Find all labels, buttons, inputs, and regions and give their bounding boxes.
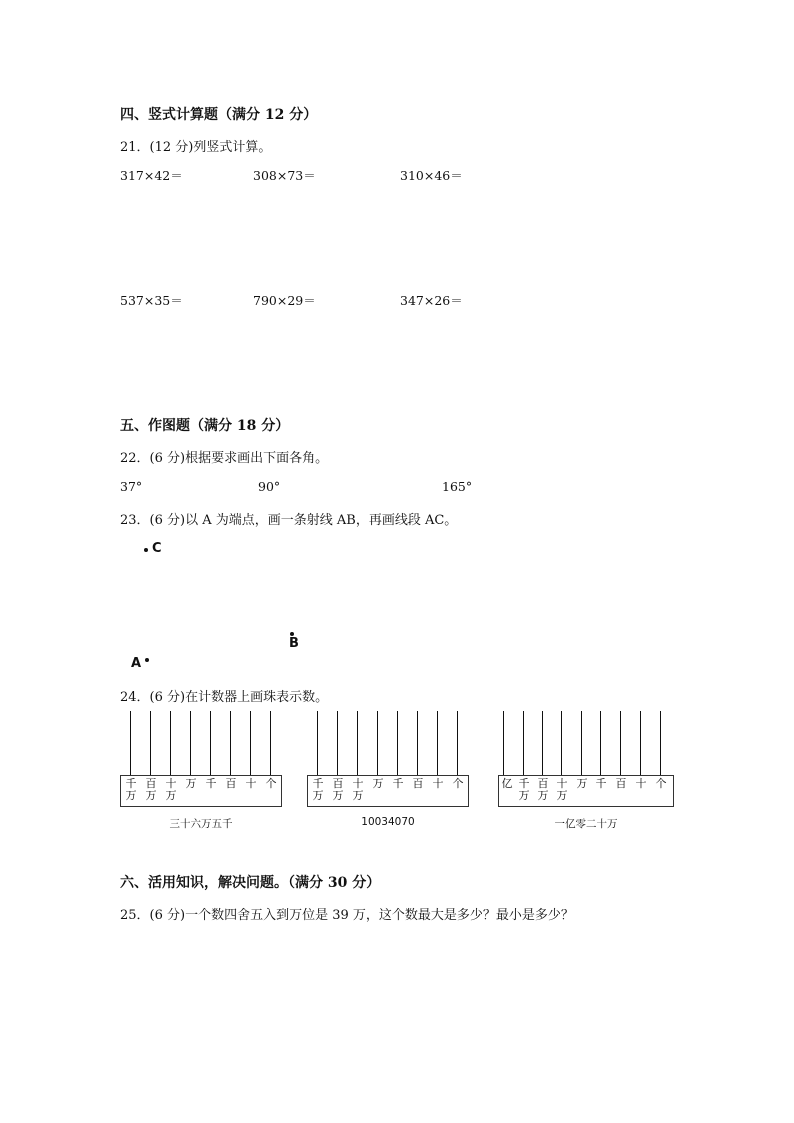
place-label: 十万 bbox=[556, 777, 568, 802]
place-label: 十 bbox=[635, 777, 647, 790]
abacus-rod bbox=[660, 711, 661, 775]
abacus-rod bbox=[561, 711, 562, 775]
place-label: 千 bbox=[595, 777, 607, 790]
abacus-1 bbox=[120, 711, 282, 807]
abacus-rod bbox=[581, 711, 582, 775]
place-label: 亿 bbox=[501, 777, 513, 790]
place-label: 个 bbox=[655, 777, 667, 790]
question-25: 25．(6 分)一个数四舍五入到万位是 39 万，这个数最大是多少？最小是多少？ bbox=[120, 908, 574, 923]
calc-problem: 790×29＝ bbox=[253, 293, 316, 308]
place-label: 百万 bbox=[145, 777, 157, 802]
abacus-base bbox=[307, 775, 469, 807]
abacus-caption: 三十六万五千 bbox=[169, 818, 233, 830]
abacus-rod bbox=[542, 711, 543, 775]
question-21: 21．(12 分)列竖式计算。 bbox=[120, 140, 272, 155]
abacus-rod bbox=[640, 711, 641, 775]
abacus-rod bbox=[230, 711, 231, 775]
point-b-label: B bbox=[289, 636, 299, 651]
calc-problem: 310×46＝ bbox=[400, 168, 463, 183]
point-a-dot bbox=[145, 658, 149, 662]
place-label: 十万 bbox=[165, 777, 177, 802]
angle-label: 165° bbox=[442, 479, 473, 494]
place-label: 百 bbox=[412, 777, 424, 790]
section-6-heading: 六、活用知识，解决问题。（满分 30 分） bbox=[120, 875, 381, 891]
place-label: 百 bbox=[615, 777, 627, 790]
place-label: 万 bbox=[372, 777, 384, 790]
place-label: 千万 bbox=[518, 777, 530, 802]
place-label: 万 bbox=[185, 777, 197, 790]
section-4-heading: 四、竖式计算题（满分 12 分） bbox=[120, 107, 318, 123]
point-c-dot bbox=[144, 548, 148, 552]
question-23: 23．(6 分)以 A 为端点，画一条射线 AB，再画线段 AC。 bbox=[120, 513, 458, 528]
abacus-rod bbox=[503, 711, 504, 775]
abacus-rod bbox=[357, 711, 358, 775]
question-24: 24．(6 分)在计数器上画珠表示数。 bbox=[120, 690, 329, 705]
angle-label: 90° bbox=[258, 479, 281, 494]
abacus-3 bbox=[498, 711, 674, 807]
calc-problem: 347×26＝ bbox=[400, 293, 463, 308]
abacus-rod bbox=[377, 711, 378, 775]
calc-problem: 537×35＝ bbox=[120, 293, 183, 308]
place-label: 千 bbox=[205, 777, 217, 790]
abacus-rod bbox=[170, 711, 171, 775]
calc-problem: 317×42＝ bbox=[120, 168, 183, 183]
abacus-rod bbox=[250, 711, 251, 775]
abacus-rod bbox=[523, 711, 524, 775]
abacus-rod bbox=[150, 711, 151, 775]
abacus-rod bbox=[457, 711, 458, 775]
place-label: 百万 bbox=[537, 777, 549, 802]
angle-label: 37° bbox=[120, 479, 143, 494]
abacus-rod bbox=[337, 711, 338, 775]
abacus-2 bbox=[307, 711, 469, 807]
question-22: 22．(6 分)根据要求画出下面各角。 bbox=[120, 451, 329, 466]
abacus-base bbox=[120, 775, 282, 807]
abacus-caption: 10034070 bbox=[361, 816, 415, 828]
place-label: 千 bbox=[392, 777, 404, 790]
place-label: 万 bbox=[576, 777, 588, 790]
place-label: 百 bbox=[225, 777, 237, 790]
abacus-rod bbox=[600, 711, 601, 775]
place-label: 个 bbox=[452, 777, 464, 790]
abacus-rod bbox=[317, 711, 318, 775]
abacus-rod bbox=[437, 711, 438, 775]
abacus-caption: 一亿零二十万 bbox=[554, 818, 618, 830]
place-label: 百万 bbox=[332, 777, 344, 802]
point-a-label: A bbox=[131, 656, 142, 671]
place-label: 个 bbox=[265, 777, 277, 790]
place-label: 千万 bbox=[312, 777, 324, 802]
abacus-rod bbox=[397, 711, 398, 775]
abacus-rod bbox=[620, 711, 621, 775]
place-label: 十 bbox=[245, 777, 257, 790]
abacus-rod bbox=[210, 711, 211, 775]
point-c-label: C bbox=[152, 541, 162, 556]
place-label: 千万 bbox=[125, 777, 137, 802]
place-label: 十万 bbox=[352, 777, 364, 802]
section-5-heading: 五、作图题（满分 18 分） bbox=[120, 418, 290, 434]
abacus-rod bbox=[270, 711, 271, 775]
abacus-base bbox=[498, 775, 674, 807]
abacus-rod bbox=[130, 711, 131, 775]
place-label: 十 bbox=[432, 777, 444, 790]
abacus-rod bbox=[190, 711, 191, 775]
abacus-rod bbox=[417, 711, 418, 775]
calc-problem: 308×73＝ bbox=[253, 168, 316, 183]
